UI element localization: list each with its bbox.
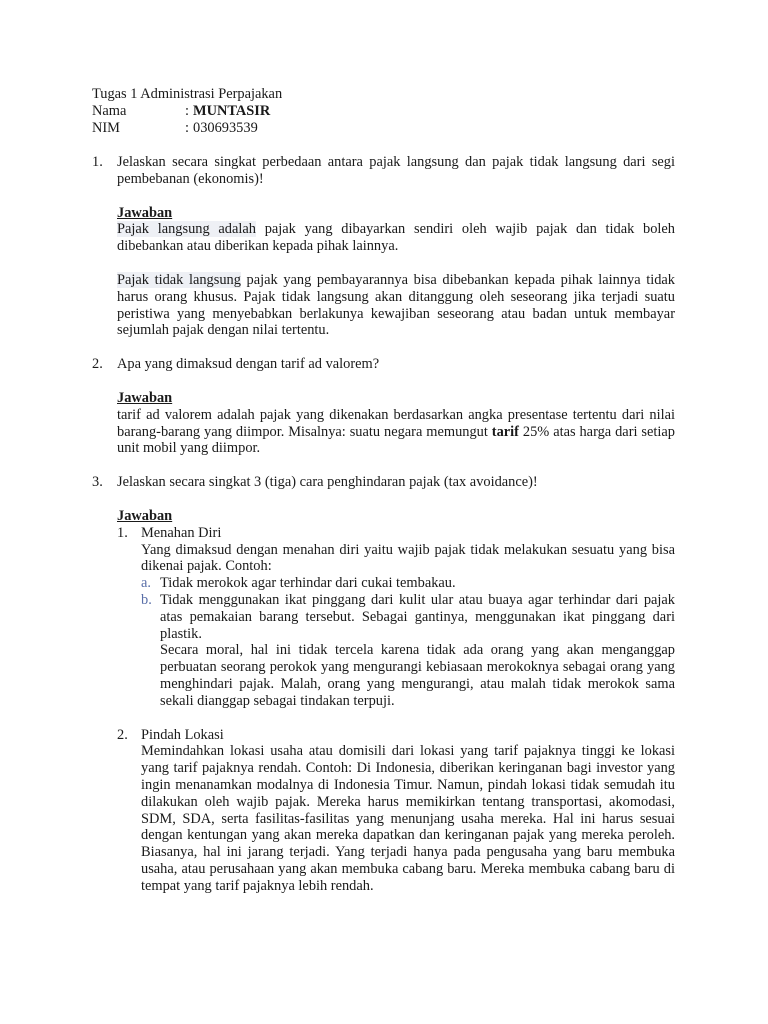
document-page — [92, 86, 675, 894]
avoidance-method-2-text: Memindahkan lokasi usaha atau domisili dari lokasi yang tarif pajaknya tinggi ke lokasi yang tarif pajaknya rendah. Contoh: Di Indonesia, diberikan keringanan bagi investor yang ingin menanamkan modalnya di Indonesia Timur. Namun, pindah lokasi tidak semudah itu dilakukan oleh wajib pajak. Mereka harus memikirkan tentang transportasi, akomodasi, SDM, SDA, serta fasilitas-fasilitas yang menunjang usaha mereka. Hal ini harus sesuai dengan kentungan yang akan mereka dapatkan dan keringanan pajak yang mereka peroleh. Biasanya, hal ini jarang terjadi. Yang terjadi hanya pada pengusaha yang baru membuka usaha, atau perusahaan yang akan membuka cabang baru. Mereka membuka cabang baru di tempat yang tarif pajaknya lebih rendah. — [141, 743, 675, 894]
answer-1-paragraph-2-text: pajak yang pembayarannya bisa dibebankan kepada pihak lainnya tidak harus orang khusus. Pajak tidak langsung akan ditanggung oleh seseorang jika terjadi suatu peristiwa yang menyebabkan berlakunya kewajiban seseorang atau badan untuk membayar sejumlah pajak dengan nilai tertentu. — [117, 271, 675, 339]
question-2 — [92, 356, 675, 457]
avoidance-method-2-number: 2. — [117, 726, 128, 743]
example-a — [141, 575, 675, 592]
answer-3-title: Jawaban — [117, 507, 173, 524]
example-b-continuation: Secara moral, hal ini tidak tercela karena tidak ada orang yang akan menganggap perbuatan seorang perokok yang mengurangi kebiasaan merokoknya sebagai orang yang menghindari pajak. Malah, orang yang mengurangi, atau malah tidak merokok sama sekali dianggap sebagai tindakan terpuji. — [160, 642, 675, 709]
question-3-text: Jelaskan secara singkat 3 (tiga) cara penghindaran pajak (tax avoidance)! — [117, 474, 538, 491]
question-1-body — [117, 154, 675, 339]
name-colon: : — [185, 103, 189, 119]
example-b-letter: b. — [141, 591, 152, 608]
answer-2-title: Jawaban — [117, 389, 173, 406]
name-row — [92, 103, 675, 120]
question-1 — [92, 154, 675, 339]
avoidance-method-2-title: Pindah Lokasi — [141, 726, 224, 743]
example-b — [141, 592, 675, 642]
term-pajak-langsung: Pajak langsung adalah — [117, 221, 256, 238]
avoidance-method-2 — [117, 727, 675, 895]
question-1-number: 1. — [92, 154, 103, 170]
answer-2-text-part-1: tarif ad valorem adalah pajak yang dikenakan berdasarkan angka presentase tertentu dari nilai barang-barang yang diimpor. Misalnya: suatu negara memungut — [117, 406, 675, 440]
example-a-text: Tidak merokok agar terhindar dari cukai tembakau. — [160, 575, 456, 592]
answer-1-paragraph-1 — [117, 221, 675, 255]
nim-row — [92, 120, 675, 137]
nim-label: NIM — [92, 120, 120, 136]
question-2-text: Apa yang dimaksud dengan tarif ad valorem? — [117, 356, 380, 373]
avoidance-method-1-number: 1. — [117, 524, 128, 541]
avoidance-method-1-text: Yang dimaksud dengan menahan diri yaitu wajib pajak tidak melakukan sesuatu yang bisa dikenai pajak. Contoh: — [141, 541, 675, 575]
example-a-letter: a. — [141, 575, 151, 592]
nim-colon: : — [185, 120, 189, 136]
question-1-text: Jelaskan secara singkat perbedaan antara pajak langsung dan pajak tidak langsung dari segi pembebanan (ekonomis)! — [117, 154, 675, 187]
answer-1-paragraph-1-text: pajak yang dibayarkan sendiri oleh wajib pajak dan tidak boleh dibebankan atau diberikan kepada pihak lainnya. — [117, 221, 675, 255]
answer-1-paragraph-2 — [117, 272, 675, 339]
nim-value: 030693539 — [193, 120, 258, 136]
answer-2-text-part-2: 25% atas harga dari setiap unit mobil yang diimpor. — [117, 423, 675, 457]
question-3 — [92, 474, 675, 894]
avoidance-method-1-title: Menahan Diri — [141, 524, 222, 541]
answer-2-bold-term: tarif — [491, 423, 519, 440]
answer-2-paragraph — [117, 407, 675, 457]
question-3-body — [117, 474, 675, 894]
avoidance-method-1-body — [141, 525, 675, 710]
question-2-number: 2. — [92, 356, 103, 373]
avoidance-method-1 — [117, 525, 675, 710]
name-label: Nama — [92, 103, 127, 119]
document-header — [92, 86, 675, 137]
question-3-number: 3. — [92, 474, 103, 491]
term-pajak-tidak-langsung: Pajak tidak langsung — [117, 271, 241, 288]
assignment-title-text: Tugas 1 Administrasi Perpajakan — [92, 86, 283, 102]
name-value: MUNTASIR — [193, 103, 271, 119]
question-2-body — [117, 356, 675, 457]
answer-1-title: Jawaban — [117, 204, 173, 221]
example-b-text: Tidak menggunakan ikat pinggang dari kulit ular atau buaya agar terhindar dari pajak atas pemakaian barang tersebut. Sebagai gantinya, menggunakan ikat pinggang dari plastik. — [160, 591, 675, 642]
assignment-title — [92, 86, 675, 103]
avoidance-method-2-body — [141, 727, 675, 895]
